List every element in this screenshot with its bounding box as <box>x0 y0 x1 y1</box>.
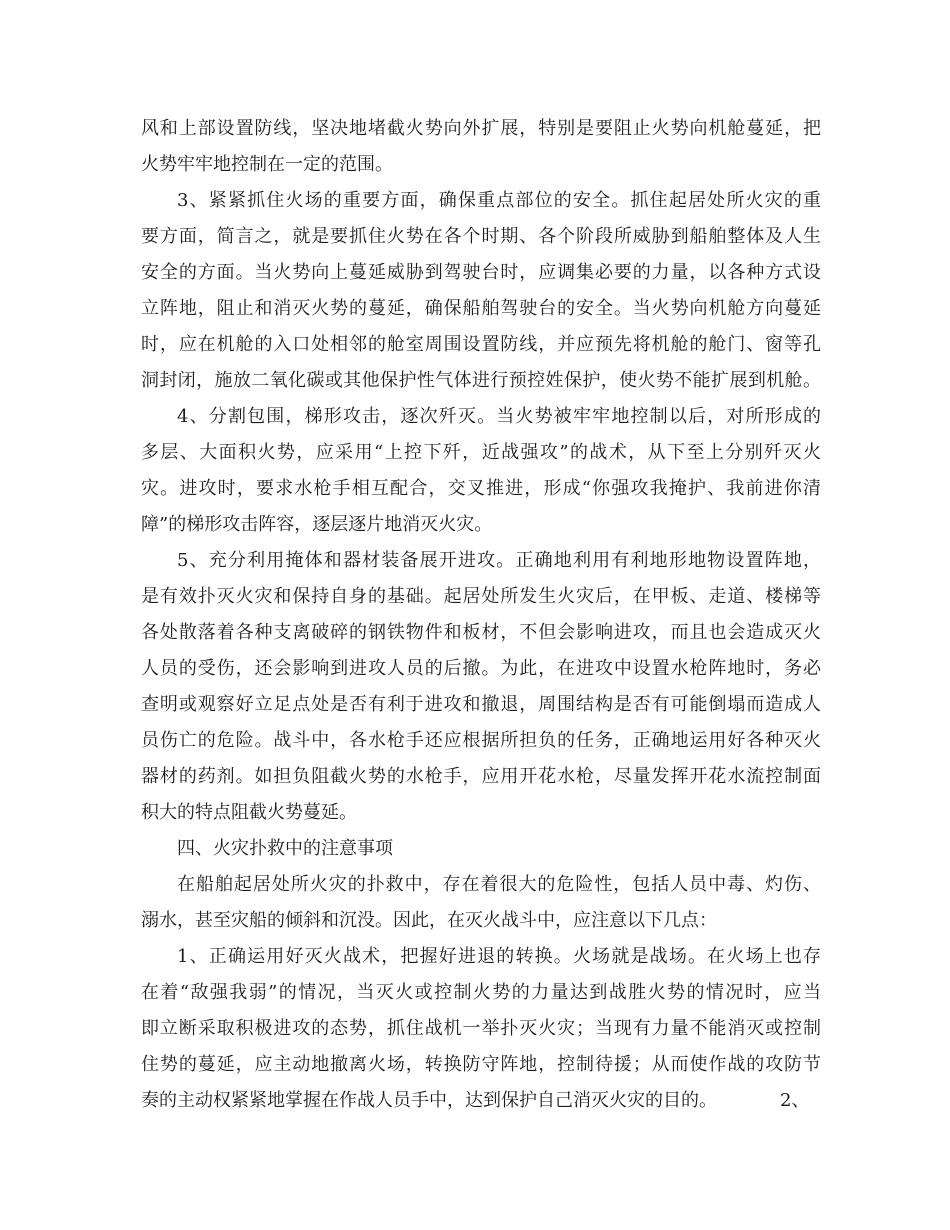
paragraph-intro-start: 在船舶起居处所火灾的扑救中，存在着很大的危险性，包括人员中毒、灼伤、 <box>177 874 821 895</box>
text-line: 安全的方面。当火势向上蔓延威胁到驾驶台时，应调集必要的力量，以各种方式设 <box>141 262 821 283</box>
text-line: 员伤亡的危险。战斗中，各水枪手还应根据所担负的任务，正确地运用好各种灭火 <box>141 730 821 751</box>
text-line: 要方面，简言之，就是要抓住火势在各个时期、各个阶段所威胁到船舶整体及人生 <box>141 226 821 247</box>
text-line: 各处散落着各种支离破碎的钢铁物件和板材，不但会影响进攻，而且也会造成灭火 <box>141 622 821 643</box>
text-line: 住势的蔓延，应主动地撤离火场，转换防守阵地，控制待援；从而使作战的攻防节 <box>141 1054 821 1075</box>
text-line: 多层、大面积火势，应采用“上控下歼，近战强攻”的战术，从下至上分别歼灭火 <box>141 442 821 463</box>
paragraph-3-start: 3、紧紧抓住火场的重要方面，确保重点部位的安全。抓住起居处所火灾的重 <box>177 190 821 211</box>
next-item-number: 2、 <box>780 1090 810 1111</box>
text-line: 风和上部设置防线，坚决地堵截火势向外扩展，特别是要阻止火势向机舱蔓延，把 <box>141 118 821 139</box>
text-line: 在着“敌强我弱”的情况，当灭火或控制火势的力量达到战胜火势的情况时，应当 <box>141 982 821 1003</box>
paragraph-4-start: 4、分割包围，梯形攻击，逐次歼灭。当火势被牢牢地控制以后，对所形成的 <box>177 406 821 427</box>
text-line: 灾。进攻时，要求水枪手相互配合，交叉推进，形成“你强攻我掩护、我前进你清 <box>141 478 821 499</box>
text-line: 奏的主动权紧紧地掌握在作战人员手中，达到保护自己消灭火灾的目的。 <box>141 1090 717 1111</box>
text-line: 人员的受伤，还会影响到进攻人员的后撤。为此，在进攻中设置水枪阵地时，务必 <box>141 658 821 679</box>
text-line: 洞封闭，施放二氧化碳或其他保护性气体进行预控姓保护，使火势不能扩展到机舱。 <box>141 370 821 391</box>
text-line: 立阵地，阻止和消灭火势的蔓延，确保船舶驾驶台的安全。当火势向机舱方向蔓延 <box>141 298 821 319</box>
text-line: 查明或观察好立足点处是否有利于进攻和撤退，周围结构是否有可能倒塌而造成人 <box>141 694 821 715</box>
text-line: 时，应在机舱的入口处相邻的舱室周围设置防线，并应预先将机舱的舱门、窗等孔 <box>141 334 821 355</box>
paragraph-1-start: 1、正确运用好灭火战术，把握好进退的转换。火场就是战场。在火场上也存 <box>177 946 821 967</box>
text-line: 积大的特点阻截火势蔓延。 <box>141 802 357 823</box>
text-line: 火势牢牢地控制在一定的范围。 <box>141 154 393 175</box>
text-line: 是有效扑灭火灾和保持自身的基础。起居处所发生火灾后，在甲板、走道、楼梯等 <box>141 586 821 607</box>
text-line: 溺水，甚至灾船的倾斜和沉没。因此，在灭火战斗中，应注意以下几点： <box>141 910 717 931</box>
text-line: 即立断采取积极进攻的态势，抓住战机一举扑灭火灾；当现有力量不能消灭或控制 <box>141 1018 821 1039</box>
text-line: 障”的梯形攻击阵容，逐层逐片地消灭火灾。 <box>141 514 493 535</box>
paragraph-5-start: 5、充分利用掩体和器材装备展开进攻。正确地利用有利地形地物设置阵地， <box>177 550 821 571</box>
text-line: 器材的药剂。如担负阻截火势的水枪手，应用开花水枪，尽量发挥开花水流控制面 <box>141 766 821 787</box>
section-heading: 四、火灾扑救中的注意事项 <box>177 838 393 859</box>
